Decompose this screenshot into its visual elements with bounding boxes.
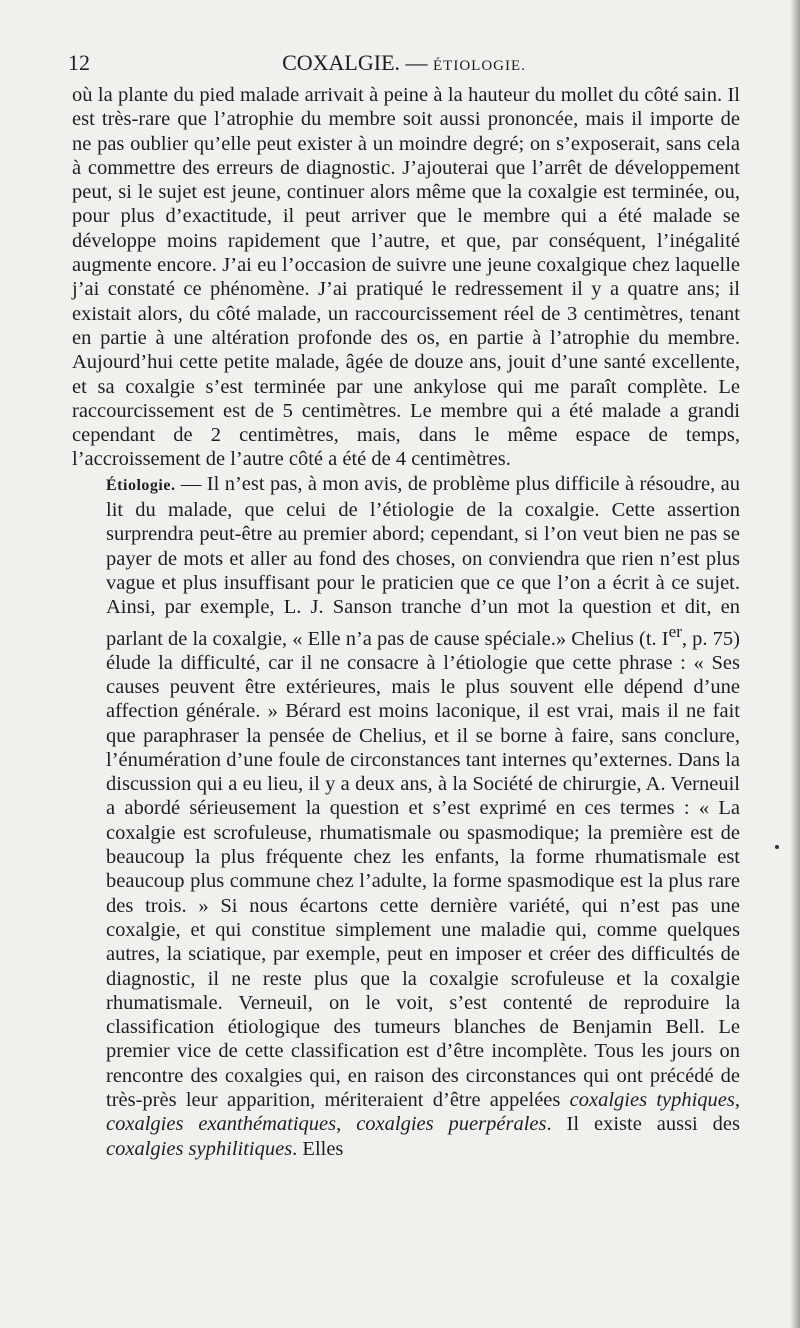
- paragraph-2-end: . Elles: [292, 1137, 344, 1160]
- separator-2: ,: [336, 1113, 357, 1136]
- paragraph-2-text-c: . Il existe aussi des: [546, 1113, 741, 1136]
- paragraph-2: [72, 472, 740, 1161]
- paragraph-1: où la plante du pied malade arrivait à peine à la hauteur du mollet du côté sain. Il est très-rare que l’atrophie du membre soit aussi prononcée, mais il importe de ne pas oublier qu’elle peut exister à un moindre degré; on s’exposerait, sans cela à commettre des erreurs de diagnostic. J’ajouterai que l’arrêt de développement peut, si le sujet est jeune, continuer alors même que la coxalgie est terminée, ou, pour plus d’exactitude, il peut arriver que le membre qui a été malade se développe moins rapidement que l’autre, et que, par conséquent, l’inégalité augmente encore. J’ai eu l’occasion de suivre une jeune coxalgique chez laquelle j’ai constaté ce phénomène. J’ai pratiqué le redressement il y a quatre ans; il existait alors, du côté malade, un raccourcissement réel de 3 centimètres, tenant en partie à une altération profonde des os, en partie à l’atrophie du membre. Aujourd’hui cette petite malade, âgée de douze ans, jouit d’une santé excellente, et sa coxalgie s’est terminée par une ankylose qui me paraît complète. Le raccourcissement est de 5 centimètres. Le membre qui a été malade a grandi cependant de 2 centimètres, mais, dans le même espace de temps, l’accroissement de l’autre côté a été de 4 centimètres.: [72, 84, 740, 471]
- running-title-main: COXALGIE. —: [282, 50, 434, 75]
- superscript-er: er: [668, 621, 682, 641]
- separator-1: ,: [734, 1089, 741, 1111]
- italic-coxalgies-exanthematiques: coxalgies exanthématiques: [106, 1113, 337, 1136]
- running-title: [68, 46, 740, 83]
- page-header: [68, 46, 740, 80]
- italic-coxalgies-syphilitiques: coxalgies syphilitiques: [106, 1137, 293, 1160]
- page-number: 12: [68, 50, 90, 75]
- paragraph-2-text-b: , p. 75) élude la difficulté, car il ne consacre à l’étiologie que cette phrase : « Ses causes peuvent être extérieures, mais le plus souvent elle dépend d’une affection générale. » Bérard est moins laconique, il est vrai, mais il ne fait que paraphraser la pensée de Chelius, et il se borne à faire, sans conclure, l’énumération d’une foule de circonstances tant internes qu’externes. Dans la discussion qui a eu lieu, il y a deux ans, à la Société de chirurgie, A. Verneuil a abordé sérieusement la question et s’est exprimé en ces termes : « La coxalgie est scrofuleuse, rhumatismale ou spasmodique; la première est de beaucoup la plus fréquente chez les enfants, la forme rhumatismale est beaucoup plus commune chez l’adulte, la forme spasmodique est la plus rare des trois. » Si nous écartons cette dernière variété, qui n’est pas une coxalgie, et qui constitue simplement une maladie qui, comme quelques autres, la sciatique, par exemple, peut en imposer et créer des difficultés de diagnostic, il ne reste plus que la coxalgie scrofuleuse et la coxalgie rhumatismale. Verneuil, on le voit, s’est contenté de reproduire la classification étiologique des tumeurs blanches de Benjamin Bell. Le premier vice de cette classification est d’être incomplète. Tous les jours on rencontre des coxalgies qui, en raison des circonstances qui ont précédé de très-près leur apparition, mériteraient d’être appelées: [106, 627, 741, 1111]
- italic-coxalgies-puerperales: coxalgies puerpérales: [356, 1113, 547, 1136]
- section-heading-etiologie: Étiologie.: [106, 476, 176, 494]
- margin-dot: [775, 845, 779, 849]
- italic-coxalgies-typhiques: coxalgies typhiques: [569, 1089, 735, 1111]
- page-edge-shadow: [790, 0, 800, 1328]
- paragraph-2-text-a: — Il n’est pas, à mon avis, de problème plus difficile à résoudre, au lit du malade, que celui de l’étiologie de la coxalgie. Cette assertion surprendra peut-être au premier abord; cependant, si l’on veut bien ne pas se payer de mots et aller au fond des choses, on conviendra que rien n’est plus vague et plus insuffisant pour le praticien que ce que l’on a écrit à ce sujet. Ainsi, par exemple, L. J. Sanson tranche d’un mot la question et dit, en parlant de la coxalgie, « Elle n’a pas de cause spéciale.» Chelius (t. I: [106, 472, 740, 650]
- running-title-section: ÉTIOLOGIE.: [433, 58, 526, 74]
- body-text: [72, 83, 740, 1161]
